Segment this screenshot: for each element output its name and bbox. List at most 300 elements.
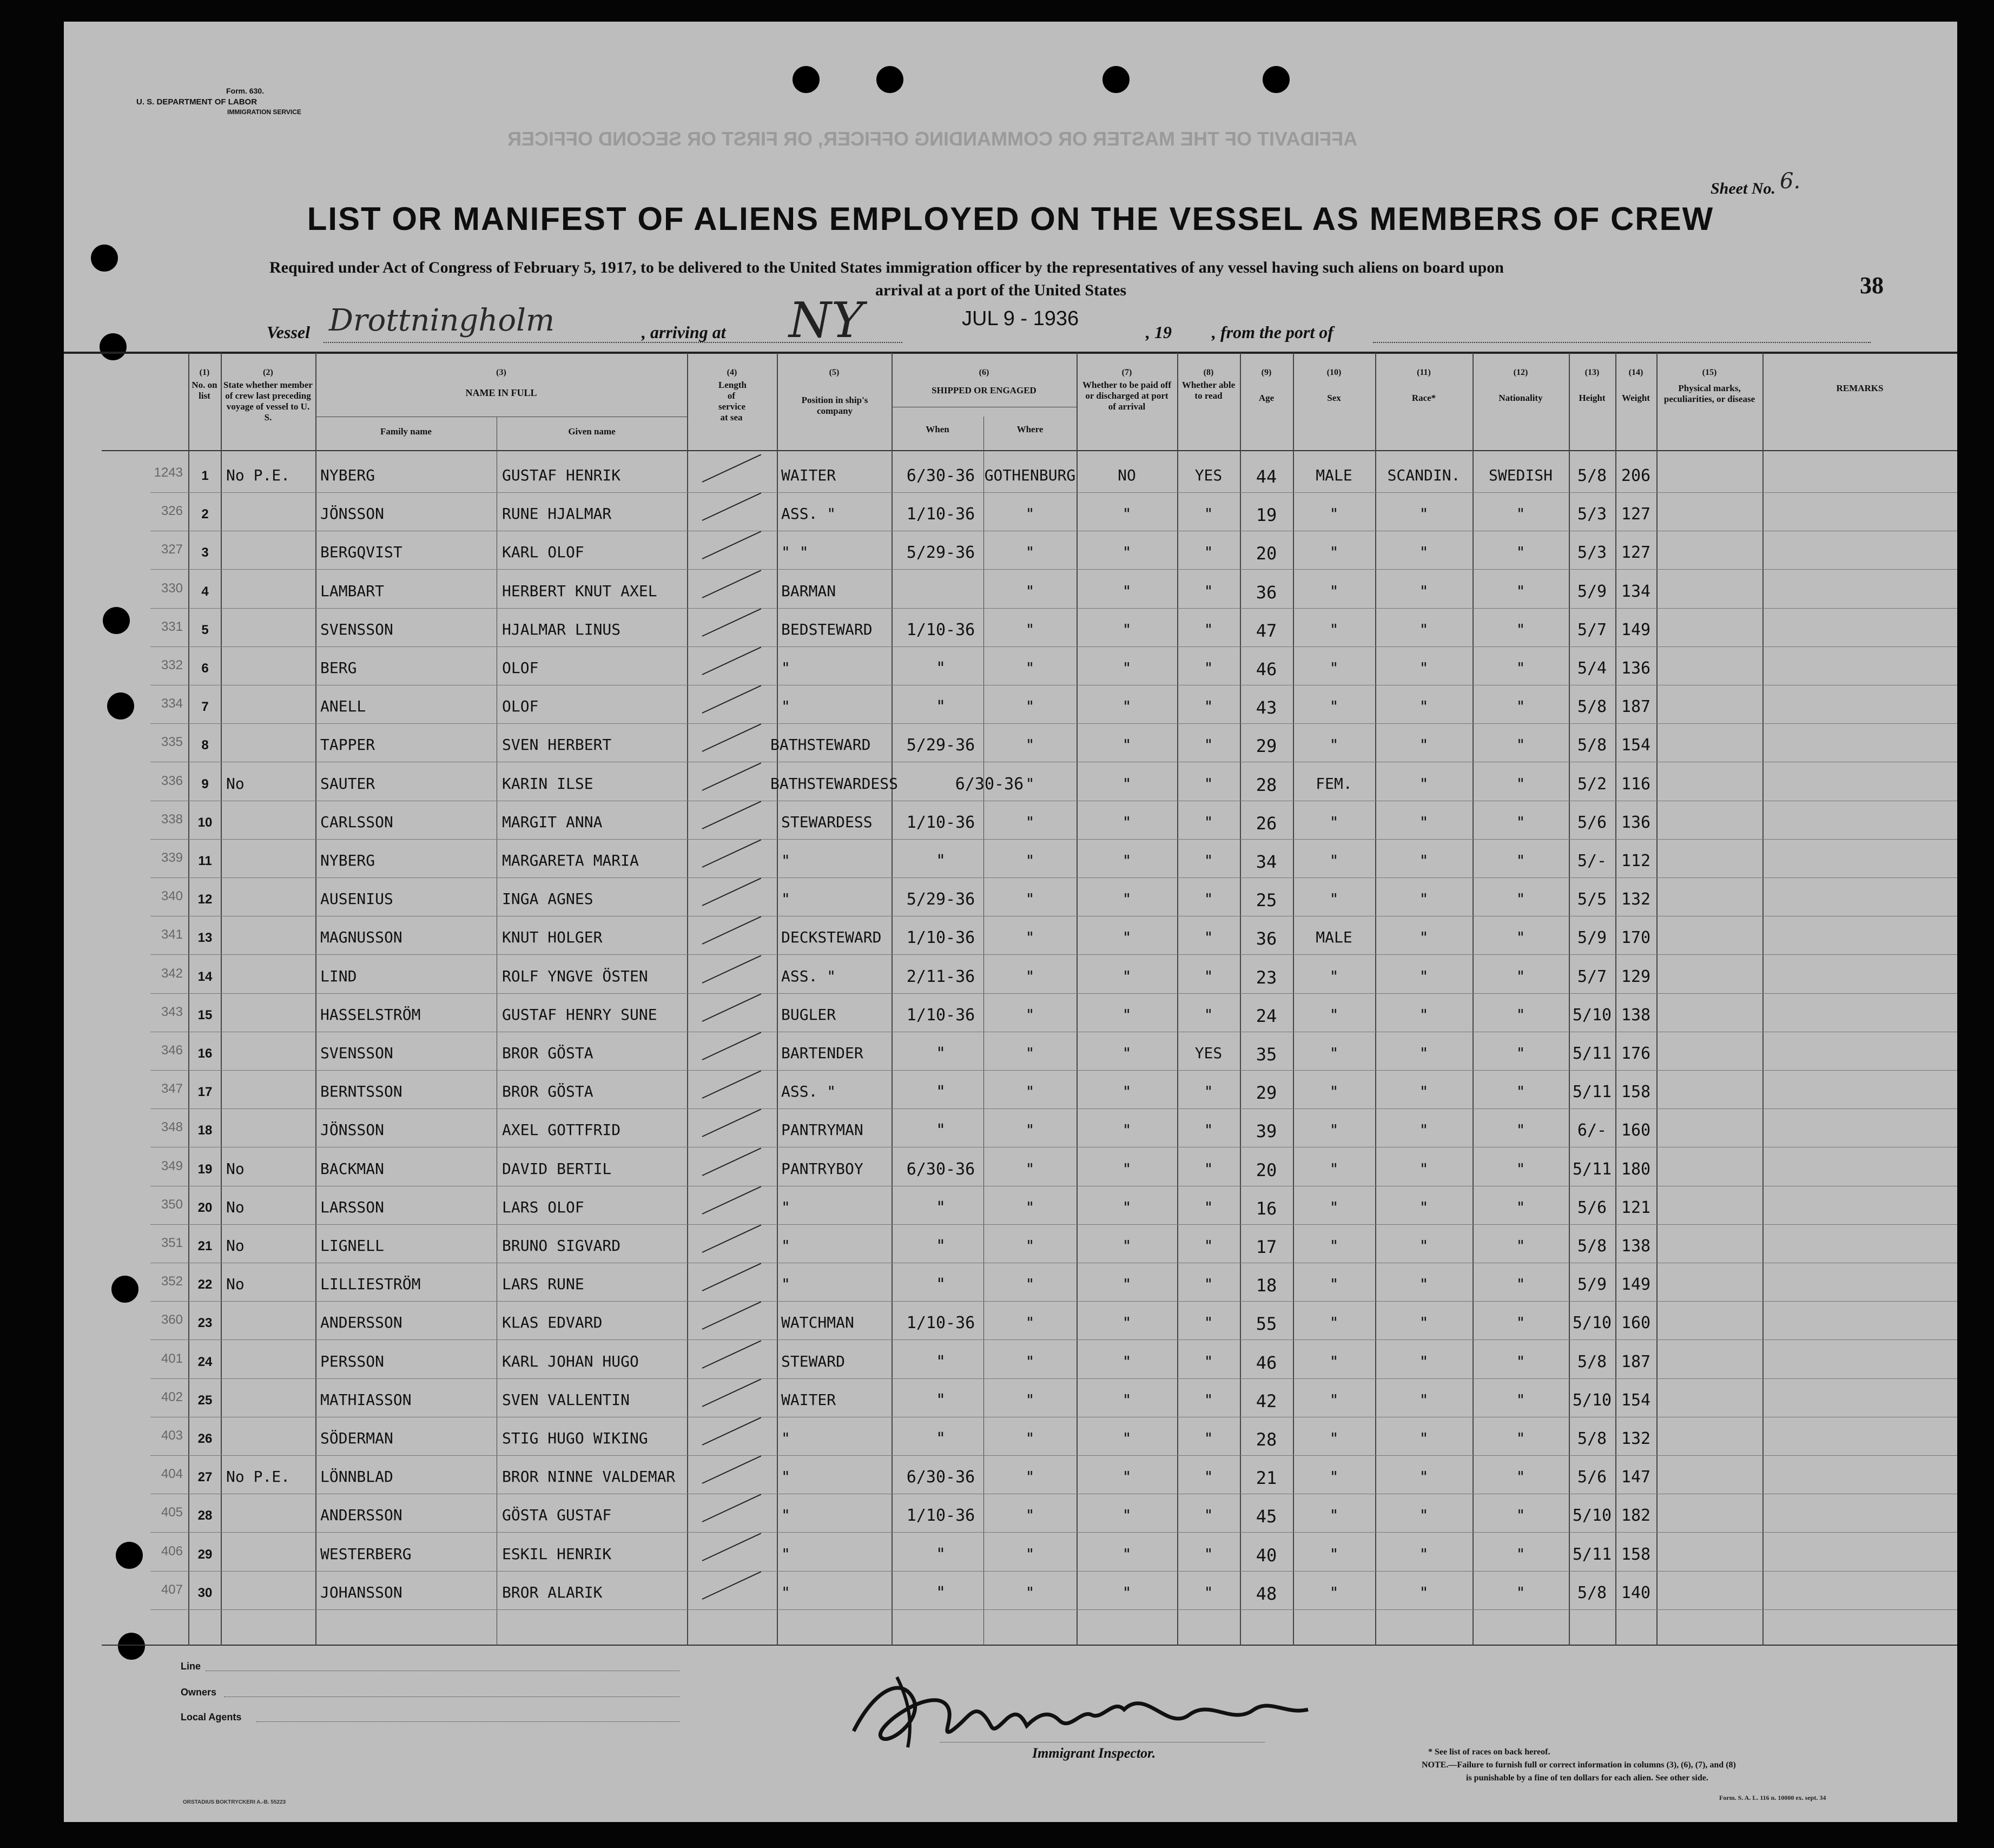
cell-weight: 187: [1621, 697, 1651, 716]
cell-age: 24: [1256, 1006, 1277, 1026]
cell-family: JOHANSSON: [320, 1583, 402, 1601]
punch-hole: [103, 607, 130, 634]
cell-when: ": [935, 1583, 946, 1602]
cell-family: LÖNNBLAD: [320, 1468, 393, 1486]
service-check-mark: [702, 723, 762, 752]
shipped-when-header: When: [926, 424, 949, 434]
column-rule: [983, 417, 984, 1646]
cell-weight: 187: [1621, 1352, 1651, 1371]
cell-position: ": [781, 1198, 790, 1216]
row-rule: [150, 569, 1957, 570]
cell-height: 5/11: [1572, 1044, 1612, 1063]
cell-family: ANELL: [320, 697, 366, 715]
cell-position: ": [781, 1237, 790, 1255]
cell-weight: 140: [1621, 1583, 1651, 1602]
cell-height: 5/11: [1572, 1545, 1612, 1564]
cell-position: ASS. ": [781, 967, 836, 985]
cell-where: ": [1025, 543, 1035, 561]
cell-nat: ": [1516, 1391, 1526, 1409]
cell-age: 42: [1256, 1391, 1277, 1411]
cell-given: BROR ALARIK: [502, 1583, 603, 1601]
cell-read: ": [1204, 1121, 1213, 1139]
stamped-number: 1243: [154, 465, 183, 480]
cell-given: OLOF: [502, 697, 539, 715]
cell-age: 35: [1256, 1044, 1277, 1065]
cell-height: 5/8: [1577, 736, 1607, 755]
cell-paid: ": [1122, 967, 1132, 985]
cell-paid: ": [1122, 1044, 1132, 1062]
cell-sex: ": [1329, 543, 1339, 561]
cell-when: 1/10-36: [906, 505, 975, 524]
cell-given: HJALMAR LINUS: [502, 621, 621, 638]
cell-age: 20: [1256, 543, 1277, 564]
service-check-mark: [702, 1378, 762, 1407]
cell-read: ": [1204, 1506, 1213, 1524]
cell-sex: ": [1329, 1468, 1339, 1486]
cell-height: 5/8: [1577, 1352, 1607, 1371]
cell-where: ": [1025, 1083, 1035, 1100]
cell-nat: ": [1516, 967, 1526, 985]
cell-nat: ": [1516, 1583, 1526, 1601]
column-rule: [687, 353, 688, 1646]
line-number: 23: [197, 1316, 213, 1330]
line-number: 18: [197, 1123, 213, 1138]
cell-when: ": [935, 1391, 946, 1410]
service-check-mark: [702, 916, 762, 945]
cell-given: KNUT HOLGER: [502, 928, 603, 946]
punch-hole: [1102, 66, 1130, 93]
col6-header: SHIPPED OR ENGAGED: [932, 385, 1036, 395]
cell-when: 1/10-36: [906, 928, 975, 947]
col5-header: Position in ship's company: [801, 395, 868, 416]
cell-age: 43: [1256, 697, 1277, 718]
cell-position: BUGLER: [781, 1006, 836, 1024]
cell-when: ": [935, 852, 946, 870]
cell-nat: ": [1516, 813, 1526, 831]
cell-age: 17: [1256, 1237, 1277, 1257]
punch-hole: [111, 1276, 138, 1303]
cell-when: ": [935, 697, 946, 716]
row-rule: [150, 1378, 1957, 1379]
cell-race: ": [1419, 1198, 1429, 1216]
line-number: 21: [197, 1239, 213, 1253]
cell-when: 6/30-36: [906, 1160, 975, 1179]
fine-note: NOTE.—Failure to furnish full or correct information in columns (3), (6), (7), and (8): [1422, 1760, 1736, 1770]
cell-where: ": [1025, 1314, 1035, 1331]
cell-race: ": [1419, 1545, 1429, 1563]
stamped-number: 349: [161, 1159, 183, 1173]
col14-header: Weight: [1622, 393, 1650, 403]
cell-given: MARGIT ANNA: [502, 813, 603, 831]
cell-sex: ": [1329, 1160, 1339, 1178]
cell-height: 5/3: [1577, 505, 1607, 524]
col13-number: (13): [1584, 368, 1600, 377]
cell-position: PANTRYMAN: [781, 1121, 863, 1139]
cell-weight: 134: [1621, 582, 1651, 601]
cell-position: ": [781, 890, 790, 908]
col1-number: (1): [199, 368, 210, 377]
cell-position: BATHSTEWARDESS: [770, 775, 899, 793]
manifest-subtitle-cont: arrival at a port of the United States: [875, 281, 1127, 299]
col8-header: Whether able to read: [1181, 380, 1236, 401]
cell-where: ": [1025, 1506, 1035, 1524]
cell-family: AUSENIUS: [320, 890, 393, 908]
cell-read: ": [1204, 1391, 1213, 1409]
service-check-mark: [702, 762, 762, 791]
cell-read: ": [1204, 736, 1213, 754]
cell-when: 5/29-36: [906, 736, 975, 755]
cell-paid: NO: [1118, 466, 1136, 484]
cell-age: 25: [1256, 890, 1277, 910]
col4-header: Length of service at sea: [718, 380, 747, 423]
row-rule: [150, 954, 1957, 955]
stamped-number: 340: [161, 889, 183, 903]
cell-nat: ": [1516, 1044, 1526, 1062]
cell-given: KARL JOHAN HUGO: [502, 1352, 639, 1370]
service-check-mark: [702, 1417, 762, 1446]
page-number: 38: [1860, 272, 1884, 299]
col9-header: Age: [1258, 393, 1275, 403]
cell-nat: ": [1516, 1198, 1526, 1216]
stamped-number: 334: [161, 696, 183, 711]
col4-number: (4): [727, 368, 737, 377]
row-rule: [150, 1532, 1957, 1533]
service-check-mark: [702, 955, 762, 984]
immigrant-inspector-label: Immigrant Inspector.: [1032, 1745, 1156, 1761]
cell-where: ": [1025, 852, 1035, 869]
stamped-number: 330: [161, 581, 183, 596]
cell-age: 36: [1256, 582, 1277, 603]
cell-family: SVENSSON: [320, 621, 393, 638]
vessel-name: Drottningholm: [329, 303, 555, 338]
row-rule: [150, 1571, 1957, 1572]
cell-position: WAITER: [781, 466, 836, 484]
line-number: 28: [197, 1508, 213, 1523]
cell-sex: ": [1329, 852, 1339, 869]
line-number: 12: [197, 892, 213, 907]
cell-height: 5/8: [1577, 1583, 1607, 1602]
cell-read: ": [1204, 1352, 1213, 1370]
line-number: 27: [197, 1470, 213, 1484]
col15-number: (15): [1702, 368, 1717, 377]
cell-where: ": [1025, 1006, 1035, 1024]
cell-race: ": [1419, 1352, 1429, 1370]
cell-where: ": [1025, 813, 1035, 831]
cell-weight: 154: [1621, 736, 1651, 755]
line-number: 30: [197, 1586, 213, 1600]
cell-family: BERNTSSON: [320, 1083, 402, 1100]
cell-sex: ": [1329, 1121, 1339, 1139]
printer-imprint: ORSTADIUS BOKTRYCKERI A.-B. 55223: [183, 1799, 286, 1805]
cell-height: 5/2: [1577, 775, 1607, 794]
stamped-number: 407: [161, 1582, 183, 1597]
cell-family: SÖDERMAN: [320, 1429, 393, 1447]
cell-height: 5/10: [1572, 1506, 1612, 1525]
cell-sex: ": [1329, 1545, 1339, 1563]
service-check-mark: [702, 685, 762, 714]
family-name-header: Family name: [380, 426, 432, 437]
cell-position: DECKSTEWARD: [781, 928, 882, 946]
cell-where: ": [1025, 1160, 1035, 1178]
cell-nat: ": [1516, 1545, 1526, 1563]
cell-read: ": [1204, 967, 1213, 985]
cell-prev: No P.E.: [226, 466, 290, 484]
cell-given: BRUNO SIGVARD: [502, 1237, 621, 1255]
cell-position: ASS. ": [781, 1083, 836, 1100]
cell-given: LARS OLOF: [502, 1198, 584, 1216]
remarks-header: REMARKS: [1836, 383, 1884, 393]
service-check-mark: [702, 1224, 762, 1253]
cell-read: ": [1204, 775, 1213, 793]
cell-age: 21: [1256, 1468, 1277, 1488]
cell-position: WATCHMAN: [781, 1314, 854, 1331]
cell-age: 46: [1256, 1352, 1277, 1373]
cell-paid: ": [1122, 1352, 1132, 1370]
cell-paid: ": [1122, 1429, 1132, 1447]
cell-where: ": [1025, 1044, 1035, 1062]
cell-paid: ": [1122, 697, 1132, 715]
cell-family: BERG: [320, 659, 357, 677]
cell-race: ": [1419, 1275, 1429, 1293]
cell-race: ": [1419, 1121, 1429, 1139]
cell-when: 6/30-36: [906, 1468, 975, 1487]
row-rule: [150, 723, 1957, 724]
cell-weight: 206: [1621, 466, 1651, 485]
cell-sex: ": [1329, 890, 1339, 908]
service-name: IMMIGRATION SERVICE: [227, 108, 301, 116]
cell-height: 5/8: [1577, 697, 1607, 716]
cell-nat: ": [1516, 697, 1526, 715]
cell-paid: ": [1122, 621, 1132, 638]
cell-height: 5/4: [1577, 659, 1607, 678]
cell-nat: ": [1516, 1468, 1526, 1486]
column-rule: [1656, 353, 1658, 1646]
service-check-mark: [702, 1108, 762, 1137]
cell-sex: ": [1329, 505, 1339, 523]
cell-paid: ": [1122, 582, 1132, 600]
cell-height: 5/9: [1577, 928, 1607, 947]
cell-height: 5/10: [1572, 1006, 1612, 1025]
row-rule: [150, 1224, 1957, 1225]
cell-nat: ": [1516, 1275, 1526, 1293]
cell-age: 29: [1256, 1083, 1277, 1103]
cell-position: STEWARD: [781, 1352, 846, 1370]
cell-sex: ": [1329, 621, 1339, 638]
cell-height: 5/8: [1577, 466, 1607, 485]
cell-where: ": [1025, 621, 1035, 638]
cell-when: 1/10-36: [906, 1314, 975, 1332]
cell-weight: 149: [1621, 621, 1651, 639]
cell-sex: ": [1329, 1044, 1339, 1062]
cell-family: LILLIESTRÖM: [320, 1275, 421, 1293]
table-bottom-rule: [102, 1645, 1957, 1646]
cell-nat: SWEDISH: [1488, 466, 1553, 484]
cell-family: LIND: [320, 967, 357, 985]
col6-number: (6): [979, 368, 989, 377]
inspector-signature: [843, 1655, 1319, 1753]
service-check-mark: [702, 454, 762, 483]
cell-family: LARSSON: [320, 1198, 385, 1216]
line-number: 11: [198, 854, 212, 868]
cell-paid: ": [1122, 813, 1132, 831]
cell-paid: ": [1122, 543, 1132, 561]
cell-weight: 180: [1621, 1160, 1651, 1179]
cell-paid: ": [1122, 928, 1132, 946]
cell-race: ": [1419, 813, 1429, 831]
col11-header: Race*: [1411, 393, 1436, 403]
cell-family: MAGNUSSON: [320, 928, 402, 946]
cell-prev: No: [226, 1160, 245, 1178]
cell-nat: ": [1516, 1006, 1526, 1024]
cell-race: ": [1419, 1160, 1429, 1178]
service-check-mark: [702, 993, 762, 1022]
line-number: 22: [197, 1277, 213, 1292]
cell-read: ": [1204, 1237, 1213, 1255]
column-rule: [188, 353, 189, 1646]
stamped-number: 348: [161, 1120, 183, 1134]
cell-weight: 170: [1621, 928, 1651, 947]
cell-read: ": [1204, 813, 1213, 831]
local-agents-label: Local Agents: [181, 1712, 242, 1722]
cell-paid: ": [1122, 1506, 1132, 1524]
cell-weight: 154: [1621, 1391, 1651, 1410]
cell-sex: ": [1329, 1391, 1339, 1409]
cell-weight: 147: [1621, 1468, 1651, 1487]
cell-age: 34: [1256, 852, 1277, 872]
punch-hole: [107, 692, 134, 720]
service-check-mark: [702, 570, 762, 598]
table-top-rule: [64, 352, 1957, 354]
cell-family: TAPPER: [320, 736, 375, 754]
department-name: U. S. DEPARTMENT OF LABOR: [136, 97, 257, 107]
cell-where: ": [1025, 890, 1035, 908]
cell-family: NYBERG: [320, 466, 375, 484]
cell-read: ": [1204, 1160, 1213, 1178]
cell-sex: ": [1329, 1583, 1339, 1601]
col7-header: Whether to be paid off or discharged at port of arrival: [1082, 380, 1171, 412]
cell-family: BACKMAN: [320, 1160, 385, 1178]
cell-sex: ": [1329, 1198, 1339, 1216]
cell-read: ": [1204, 1468, 1213, 1486]
cell-family: LIGNELL: [320, 1237, 385, 1255]
line-label: Line: [181, 1661, 201, 1672]
cell-nat: ": [1516, 1083, 1526, 1100]
cell-position: ": [781, 697, 790, 715]
cell-race: ": [1419, 1044, 1429, 1062]
cell-position: STEWARDESS: [781, 813, 873, 831]
cell-given: ROLF YNGVE ÖSTEN: [502, 967, 648, 985]
cell-paid: ": [1122, 659, 1132, 677]
cell-race: ": [1419, 582, 1429, 600]
cell-when: ": [935, 1198, 946, 1217]
cell-age: 44: [1256, 466, 1277, 487]
cell-position: " ": [781, 543, 809, 561]
stamped-number: 405: [161, 1505, 183, 1520]
cell-age: 45: [1256, 1506, 1277, 1527]
cell-where: ": [1025, 1352, 1035, 1370]
cell-paid: ": [1122, 1083, 1132, 1100]
row-rule: [150, 839, 1957, 840]
cell-given: GÖSTA GUSTAF: [502, 1506, 612, 1524]
cell-weight: 182: [1621, 1506, 1651, 1525]
cell-race: ": [1419, 543, 1429, 561]
line-number: 19: [197, 1162, 213, 1177]
cell-height: 5/10: [1572, 1314, 1612, 1332]
cell-given: MARGARETA MARIA: [502, 852, 639, 869]
row-rule: [150, 1455, 1957, 1456]
service-check-mark: [702, 531, 762, 559]
cell-given: OLOF: [502, 659, 539, 677]
cell-age: 28: [1256, 1429, 1277, 1450]
cell-family: NYBERG: [320, 852, 375, 869]
cell-given: BROR GÖSTA: [502, 1083, 593, 1100]
fine-note-cont: is punishable by a fine of ten dollars for each alien. See other side.: [1466, 1773, 1708, 1783]
cell-when: 1/10-36: [906, 1006, 975, 1025]
cell-when: ": [935, 1083, 946, 1101]
cell-where: GOTHENBURG: [984, 466, 1076, 484]
cell-position: BARMAN: [781, 582, 836, 600]
cell-weight: 121: [1621, 1198, 1651, 1217]
row-rule: [150, 1609, 1957, 1610]
cell-weight: 149: [1621, 1275, 1651, 1294]
cell-family: WESTERBERG: [320, 1545, 412, 1563]
column-rule: [1762, 353, 1764, 1646]
cell-nat: ": [1516, 1314, 1526, 1331]
cell-position: BATHSTEWARD: [770, 736, 871, 754]
col3-number: (3): [496, 368, 506, 377]
cell-height: 5/8: [1577, 1429, 1607, 1448]
cell-when: 1/10-36: [906, 813, 975, 832]
stamped-number: 341: [161, 927, 183, 942]
row-rule: [150, 1339, 1957, 1340]
cell-read: ": [1204, 1429, 1213, 1447]
cell-weight: 160: [1621, 1314, 1651, 1332]
cell-when: ": [935, 1352, 946, 1371]
col1-header: No. on list: [192, 380, 217, 401]
cell-weight: 116: [1621, 775, 1651, 794]
row-rule: [150, 1070, 1957, 1071]
cell-where: ": [1025, 659, 1035, 677]
cell-given: AXEL GOTTFRID: [502, 1121, 621, 1139]
cell-when: ": [935, 1044, 946, 1063]
manifest-subtitle: Required under Act of Congress of February 5, 1917, to be delivered to the United States immigration officer by the representatives of any vessel having such aliens on board upon: [269, 259, 1504, 276]
cell-prev: No P.E.: [226, 1468, 290, 1486]
cell-sex: ": [1329, 1314, 1339, 1331]
cell-read: ": [1204, 543, 1213, 561]
line-number: 7: [201, 699, 209, 714]
cell-sex: ": [1329, 1275, 1339, 1293]
cell-age: 23: [1256, 967, 1277, 988]
cell-family: JÖNSSON: [320, 505, 385, 523]
cell-nat: ": [1516, 775, 1526, 793]
line-number: 25: [197, 1393, 213, 1408]
cell-height: 5/11: [1572, 1083, 1612, 1101]
cell-race: ": [1419, 697, 1429, 715]
cell-weight: 132: [1621, 890, 1651, 909]
cell-position: WAITER: [781, 1391, 836, 1409]
cell-position: ": [781, 659, 790, 677]
cell-sex: MALE: [1316, 466, 1352, 484]
cell-family: SAUTER: [320, 775, 375, 793]
row-rule: [150, 993, 1957, 994]
cell-race: ": [1419, 1391, 1429, 1409]
cell-paid: ": [1122, 890, 1132, 908]
cell-sex: ": [1329, 736, 1339, 754]
service-check-mark: [702, 646, 762, 675]
cell-read: ": [1204, 1198, 1213, 1216]
cell-sex: ": [1329, 1083, 1339, 1100]
col5-number: (5): [829, 368, 840, 377]
